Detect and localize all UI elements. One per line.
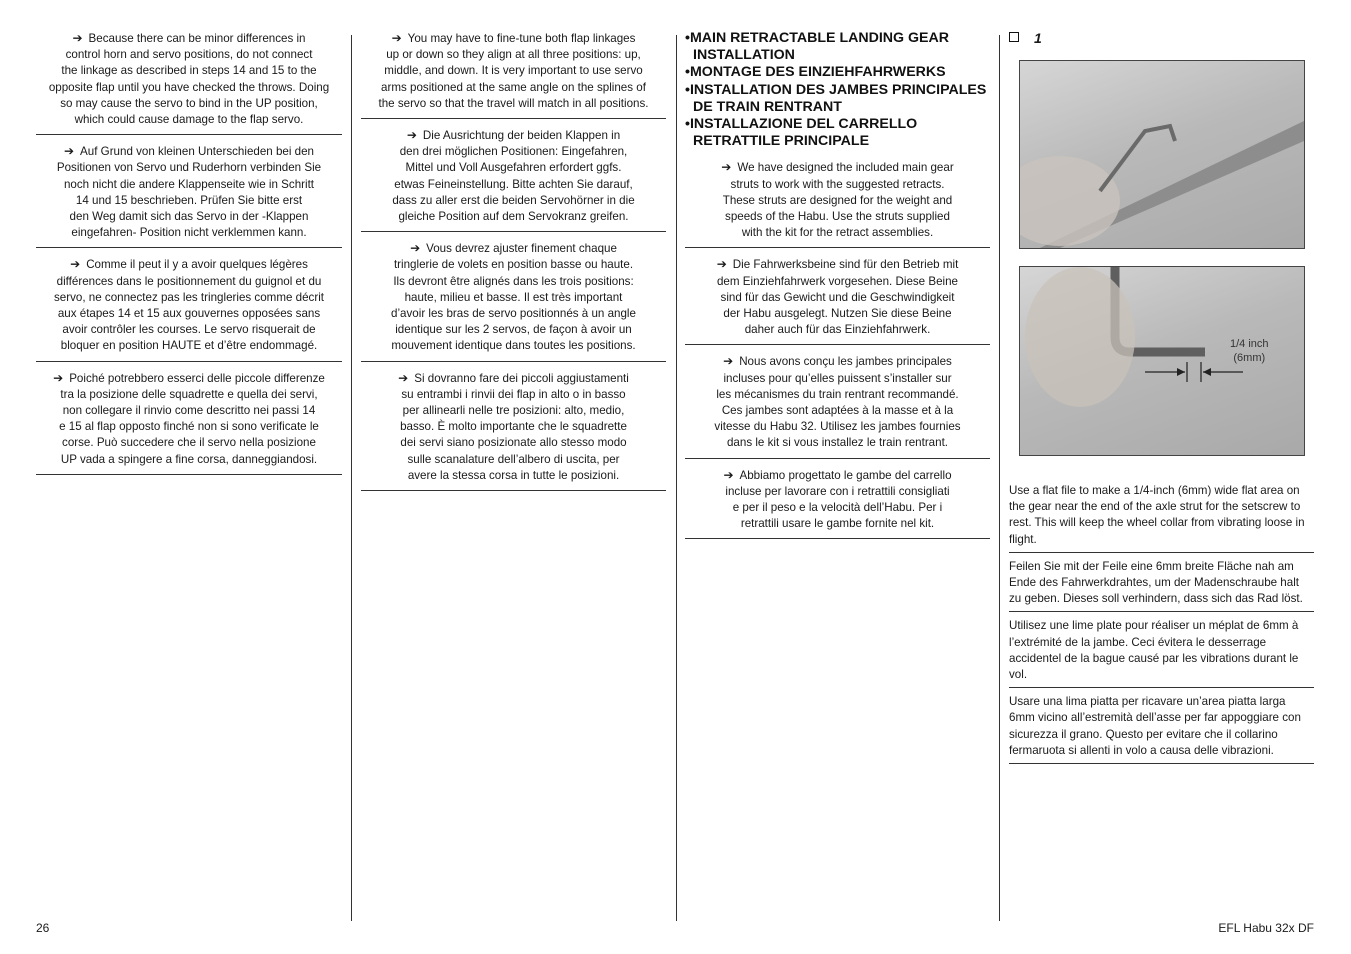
step-text-german: Feilen Sie mit der Feile eine 6mm breite Fläche nah am Ende des Fahrwerkdrahtes, um der Madenschraube halt zu geben. Dieses soll verhindern, dass sich das Rad löst.	[1009, 559, 1314, 613]
column-1	[36, 30, 342, 483]
column-divider	[351, 35, 352, 921]
arrow-right-icon: ➔	[723, 354, 734, 369]
arrow-right-icon: ➔	[406, 128, 417, 143]
arrow-right-icon: ➔	[72, 31, 83, 45]
dimension-label: 1/4 inch (6mm)	[1230, 338, 1269, 364]
arrow-right-icon: ➔	[721, 160, 732, 175]
step-text-english: Use a flat file to make a 1/4-inch (6mm) wide flat area on the gear near the end of the axle strut for the setscrew to rest. This will keep the wheel collar from vibrating loose in flight.	[1009, 483, 1314, 553]
note-english: ➔ You may have to fine-tune both flap linkages up or down so they align at all three positions: up, middle, and down. It is very important to use servo arms positioned at the same angle on the splines of the servo so that the travel will match in all positions.	[361, 30, 666, 119]
note-english: ➔ We have designed the included main gear struts to work with the suggested retracts. These struts are designed for the weight and speeds of the Habu. Use the struts supplied with the kit for the retract assemblies.	[685, 159, 990, 248]
product-name: EFL Habu 32x DF	[1218, 921, 1314, 935]
arrowhead-icon	[1177, 368, 1185, 376]
photo-file-on-gear	[1019, 60, 1305, 249]
step-text-french: Utilisez une lime plate pour réaliser un méplat de 6mm à l’extrémité de la jambe. Ceci évitera le desserrage accidentel de la bague causé par les vibrations durant le vol.	[1009, 618, 1314, 688]
arrow-right-icon: ➔	[398, 370, 409, 385]
arrowhead-icon	[1203, 368, 1211, 376]
arrow-right-icon: ➔	[716, 257, 727, 272]
step-header	[1009, 30, 1314, 52]
arrow-right-icon: ➔	[723, 467, 734, 482]
file-illustration	[1020, 61, 1304, 248]
heading-french: •INSTALLATION DES JAMBES PRINCIPALES DE TRAIN RENTRANT	[685, 81, 987, 115]
fingers-shape	[1025, 267, 1135, 407]
column-divider	[676, 35, 677, 921]
heading-german: •MONTAGE DES EINZIEHFAHRWERKS	[685, 64, 946, 81]
note-french: ➔ Comme il peut il y a avoir quelques légères différences dans le positionnement du guignol et du servo, ne connectez pas les tringleries comme décrit aux étapes 14 et 15 aux gouvernes opposées sans avoir contrôler les courses. Le servo risquerait de bloquer en position HAUTE et d’être endommagé.	[36, 256, 342, 361]
section-heading	[685, 30, 990, 150]
heading-english: •MAIN RETRACTABLE LANDING GEAR INSTALLATION	[685, 30, 950, 64]
column-2	[361, 30, 666, 499]
photo-gear-wire-measurement	[1019, 266, 1305, 456]
page-number: 26	[36, 921, 50, 935]
note-italian: ➔ Si dovranno fare dei piccoli aggiustamenti su entrambi i rinvii dei flap in alto o in basso per allinearli nelle tre posizioni: alto, medio, basso. È molto importante che le squadrette dei servi siano posizionate allo stesso modo sulle scanalature dell’albero di uscita, per avere la stessa corsa in tutte le posizioni.	[361, 370, 666, 491]
arrow-right-icon: ➔	[410, 241, 421, 256]
note-italian: ➔ Abbiamo progettato le gambe del carrello incluse per lavorare con i retrattili consigliati e per il peso e la velocità dell’Habu. Per i retrattili usare le gambe fornite nel kit.	[685, 467, 990, 540]
arrow-right-icon: ➔	[70, 257, 81, 272]
column-4	[1009, 30, 1314, 52]
hand-shape	[1020, 156, 1120, 246]
note-german: ➔ Die Ausrichtung der beiden Klappen in den drei möglichen Positionen: Eingefahren, Mittel und Voll Ausgefahren erfordert ggfs. etwas Feineinstellung. Bitte achten Sie darauf, dass zu aller erst die beiden Servohörner in die gleiche Position auf dem Servokranz greifen.	[361, 127, 666, 232]
arrow-right-icon: ➔	[63, 144, 75, 159]
step-instructions	[1009, 483, 1314, 770]
note-french: ➔ Nous avons conçu les jambes principales incluses pour qu’elles puissent s’installer sur les mécanismes du train rentrant recommandé. Ces jambes sont adaptées à la masse et à la vitesse du Habu 32. Utilisez les jambes fournies dans le kit si vous installez le train rentrant.	[685, 353, 990, 458]
arrow-right-icon: ➔	[53, 370, 64, 385]
step-text-italian: Usare una lima piatta per ricavare un’area piatta larga 6mm vicino all’estremità dell’asse per far appoggiare con sicurezza il grano. Questo per evitare che il collarino fermaruota si allenti in volo a causa delle vibrazioni.	[1009, 694, 1314, 764]
step-number: 1	[1034, 30, 1042, 46]
arrow-right-icon: ➔	[391, 31, 402, 45]
checkbox-icon[interactable]	[1009, 32, 1019, 42]
column-3	[685, 30, 990, 547]
note-german: ➔ Auf Grund von kleinen Unterschieden bei den Positionen von Servo und Ruderhorn verbinden Sie noch nicht die andere Klappenseite wie in Schritt 14 und 15 beschrieben. Prüfen Sie bitte erst den Weg damit sich das Servo in der -Klappen eingefahren- Position nicht verklemmen kann.	[36, 143, 342, 248]
note-french: ➔ Vous devrez ajuster finement chaque tringlerie de volets en position basse ou haute. Ils devront être alignés dans les trois positions: haute, milieu et basse. Il est très important d’avoir les bras de servo positionnés à un angle identique sur les 2 servos, de façon à avoir un mouvement identique dans toutes les positions.	[361, 240, 666, 361]
note-english: ➔ Because there can be minor differences in control horn and servo positions, do not connect the linkage as described in steps 14 and 15 to the opposite flap until you have checked the throws. Doing so may cause the servo to bind in the UP position, which could cause damage to the flap servo.	[36, 30, 342, 135]
note-german: ➔ Die Fahrwerksbeine sind für den Betrieb mit dem Einziehfahrwerk vorgesehen. Diese Beine sind für das Gewicht und die Geschwindigkeit der Habu ausgelegt. Nutzen Sie diese Beine daher auch für das Einziehfahrwerk.	[685, 256, 990, 345]
note-italian: ➔ Poiché potrebbero esserci delle piccole differenze tra la posizione delle squadrette e quella dei servi, non collegare il rinvio come descritto nei passi 14 e 15 al flap opposto finché non si sono verificate le corse. Può succedere che il servo nella posizione UP vada a spingere a fine corsa, danneggiandosi.	[36, 370, 342, 475]
column-divider	[999, 35, 1000, 921]
heading-italian: •INSTALLAZIONE DEL CARRELLO RETRATTILE PRINCIPALE	[685, 116, 918, 150]
